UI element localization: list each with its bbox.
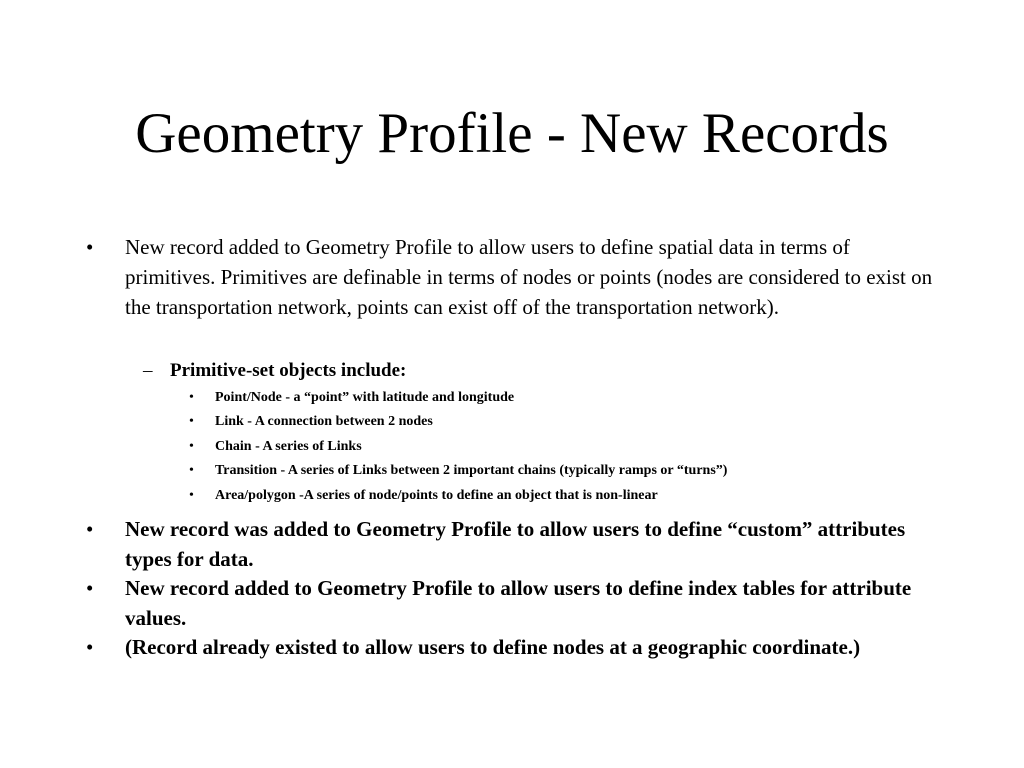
bullet-marker: • — [86, 635, 94, 659]
bullet-text: New record added to Geometry Profile to allow users to define spatial data in terms of primitives. Primitives are definable in terms of nodes or points (nodes are considered to exist on the transportation network, points can exist off of the transportation network). — [125, 235, 933, 319]
bullet-marker: • — [189, 414, 194, 429]
bullet-marker: • — [86, 235, 94, 259]
bullet-marker: • — [86, 517, 94, 541]
bullet-marker: • — [189, 463, 194, 478]
bullet-marker: • — [189, 439, 194, 454]
sub-sub-bullet-text: Area/polygon -A series of node/points to define an object that is non-linear — [215, 488, 658, 503]
dash-marker: – — [143, 360, 153, 381]
bullet-marker: • — [189, 488, 194, 503]
bullet-marker: • — [86, 576, 94, 600]
sub-sub-bullet-text: Link - A connection between 2 nodes — [215, 414, 433, 429]
sub-sub-bullet-text: Point/Node - a “point” with latitude and longitude — [215, 390, 515, 405]
slide-title: Geometry Profile - New Records — [135, 102, 889, 165]
sub-sub-bullet-text: Transition - A series of Links between 2 important chains (typically ramps or “turns”) — [215, 463, 728, 478]
sub-sub-bullet-text: Chain - A series of Links — [215, 439, 362, 454]
bullet-text: (Record already existed to allow users to define nodes at a geographic coordinate.) — [125, 635, 861, 659]
bullet-marker: • — [189, 390, 194, 405]
bullet-text: New record added to Geometry Profile to allow users to define index tables for attribute values. — [125, 576, 912, 630]
bullet-text: New record was added to Geometry Profile to allow users to define “custom” attributes types for data. — [125, 517, 906, 571]
sub-bullet-text: Primitive-set objects include: — [170, 360, 407, 381]
